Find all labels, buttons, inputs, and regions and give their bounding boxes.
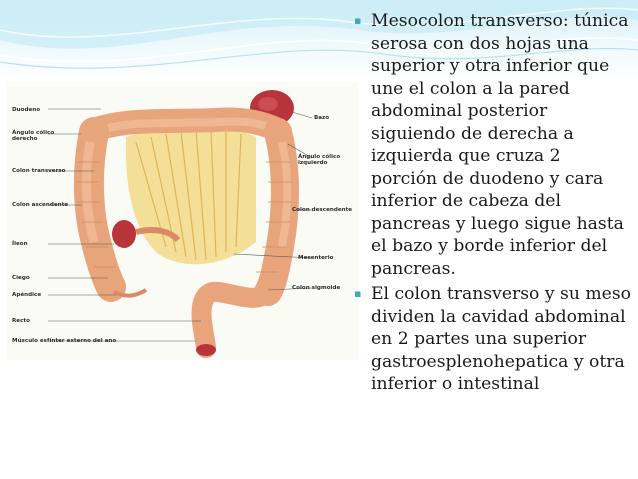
label-recto: Recto [12, 318, 30, 324]
label-apendice: Apéndice [12, 292, 42, 298]
label-bazo: Bazo [314, 115, 330, 121]
label-angulo-colico-izquierdo: Ángulo cólico izquierdo [298, 154, 341, 166]
label-musculo-esfinter: Músculo esfínter externo del ano [12, 338, 117, 344]
bullet-marker-icon: ▪ [354, 14, 362, 27]
bullet-text: Mesocolon transverso: túnica serosa con dos hojas una superior y otra inferior que une el colon a la pared abdominal posterior siguiendo de derecha a izquierda que cruza 2 porción de duodeno y cara inferior de cabeza del pancreas y luego sigue hasta el bazo y borde inferior del pancreas. [371, 11, 629, 279]
label-colon-ascendente: Colon ascendente [12, 202, 69, 208]
label-colon-sigmoide: Colon sigmoide [292, 285, 341, 291]
bullet-text: El colon transverso y su meso dividen la cavidad abdominal en 2 partes una superior gastroesplenohepatica y otra inferior o intestinal [371, 284, 632, 394]
colon-anatomy-figure [6, 82, 358, 360]
label-colon-transverso: Colon transverso [12, 168, 66, 174]
colon-illustration [6, 82, 358, 360]
bullet-marker-icon: ▪ [354, 287, 362, 300]
label-angulo-colico-derecho: Ángulo cólico derecho [12, 130, 55, 142]
bullet-list [354, 10, 632, 399]
bullet-item [354, 283, 632, 396]
label-ciego: Ciego [12, 275, 30, 281]
label-ileon: Íleon [12, 241, 28, 247]
label-duodeno: Duodeno [12, 107, 41, 113]
bullet-item [354, 10, 632, 280]
label-colon-descendente: Colon descendente [292, 207, 353, 213]
label-mesenterio: Mesenterio [298, 255, 334, 261]
